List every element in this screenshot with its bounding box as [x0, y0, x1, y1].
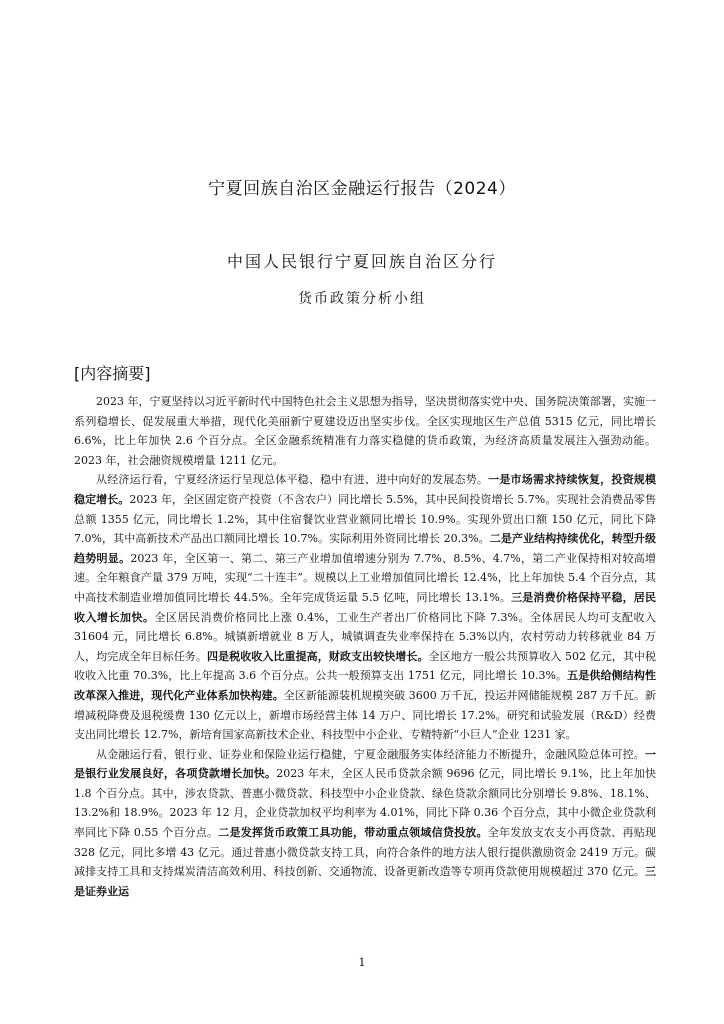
text: 全区地方一般公共预算收入 502 亿元，其中税收收入比重 70.3%，比上年提高 3.6 个百分点。公共一般预算支出 1751 亿元，同比增长 10.3%。 — [74, 649, 657, 683]
text: 2023 年，全区第一、第二、第三产业增加值增速分别为 7.7%、8.5%、4.7%，第二产业保持相对较高增速。全年粮食产量 379 万吨，实现“二十连丰”。规模以上工业增加值同比增长 12.4%，比上年加快 5.4 个百分点，其中高技术制造业增加值同比增长 44.5%。全年完成货运量 5.5 亿吨，同比增长 13.1%。 — [74, 551, 657, 604]
key-point: 三是证券业运 — [74, 865, 656, 898]
text: 全年发放支农支小再贷款、再贴现 328 亿元，同比多增 43 亿元。通过普惠小微贷款支持工具，向符合条件的地方法人银行提供激励资金 2419 万元。碳减排支持工具和支持煤炭清洁高效利用、科技创新、交通物流、设备更新改造等专项再贷款使用规模超过 370 亿元。 — [74, 826, 657, 879]
key-point: 一是银行业发展良好，各项贷款增长加快。 — [74, 747, 656, 781]
page-number: 1 — [358, 956, 366, 969]
abstract-body — [74, 392, 656, 901]
text: 2023 年末，全区人民币贷款余额 9696 亿元，同比增长 9.1%，比上年加快 1.8 个百分点。其中，涉农贷款、普惠小微贷款、科技型中小企业贷款、绿色贷款余额同比分别增长 9.8%、18.1%、13.2%和 18.9%。2023 年 12 月，企业贷款加权平均利率为 4.01%，同比下降 0.36 个百分点，其中小微企业贷款利率同比下降 0.55 个百分点。 — [74, 767, 657, 840]
text: 全区居民消费价格同比上涨 0.4%，工业生产者出厂价格同比下降 7.3%。全体居民人均可支配收入 31604 元，同比增长 6.8%。城镇新增就业 8 万人，城镇调查失业率保持在 5.3%以内，农村劳动力转移就业 84 万人，均完成全年目标任务。 — [74, 610, 656, 663]
key-point: 一是市场需求持续恢复，投资规模稳定增长。 — [74, 473, 656, 506]
paragraph-overview: 2023 年，宁夏坚持以习近平新时代中国特色社会主义思想为指导，坚决贯彻落实党中央、国务院决策部署，实施一系列稳增长、促发展重大举措，现代化美丽新宁夏建设迈出坚实步伐。全区实现地区生产总值 5315 亿元，同比增长 6.6%，比上年加快 2.6 个百分点。全区金融系统精准有力落实稳健的货币政策，为经济高质量发展注入强劲动能。2023 年，社会融资规模增量 1211 亿元。 — [74, 395, 656, 467]
report-title: 宁夏回族自治区金融运行报告（2024） — [208, 179, 516, 199]
paragraph-economy — [74, 470, 656, 744]
text: 全区新能源装机规模突破 3600 万千瓦，投运并网储能规模 287 万千瓦。新增减税降费及退税缓费 130 亿元以上，新增市场经营主体 14 万户、同比增长 17.2%。研究和试验发展（R&D）经费支出同比增长 12.7%，新培育国家高新技术企业、科技型中小企业、专精特新“小巨人”企业 1231 家。 — [74, 688, 656, 742]
key-point: 四是税收收入比重提高，财政支出较快增长。 — [206, 649, 429, 663]
key-point: 二是发挥货币政策工具功能，带动重点领域信贷投放。 — [218, 826, 488, 840]
author-group: 货币政策分析小组 — [298, 291, 426, 307]
text: 2023 年，全区固定资产投资（不含农户）同比增长 5.5%，其中民间投资增长 5.7%。实现社会消费品零售总额 1355 亿元，同比增长 1.2%，其中住宿餐饮业营业额同比增长 10.9%。实现外贸出口额 150 亿元，同比下降 7.0%，其中高新技术产品出口额同比增长 10.7%。实际利用外资同比增长 20.3%。 — [74, 492, 657, 546]
key-point: 五是供给侧结构性改革深入推进，现代化产业体系加快构建。 — [74, 669, 656, 702]
text: 从金融运行看，银行业、证券业和保险业运行稳健，宁夏金融服务实体经济能力不断提升，金融风险总体可控。 — [96, 747, 645, 761]
key-point: 二是产业结构持续优化，转型升级趋势明显。 — [74, 532, 657, 565]
abstract-heading: [内容摘要] — [74, 364, 151, 383]
paragraph-finance — [74, 745, 656, 902]
author-organization: 中国人民银行宁夏回族自治区分行 — [226, 252, 497, 271]
text: 从经济运行看，宁夏经济运行呈现总体平稳、稳中有进、进中向好的发展态势。 — [96, 473, 489, 487]
key-point: 三是消费价格保持平稳，居民收入增长加快。 — [74, 590, 656, 624]
